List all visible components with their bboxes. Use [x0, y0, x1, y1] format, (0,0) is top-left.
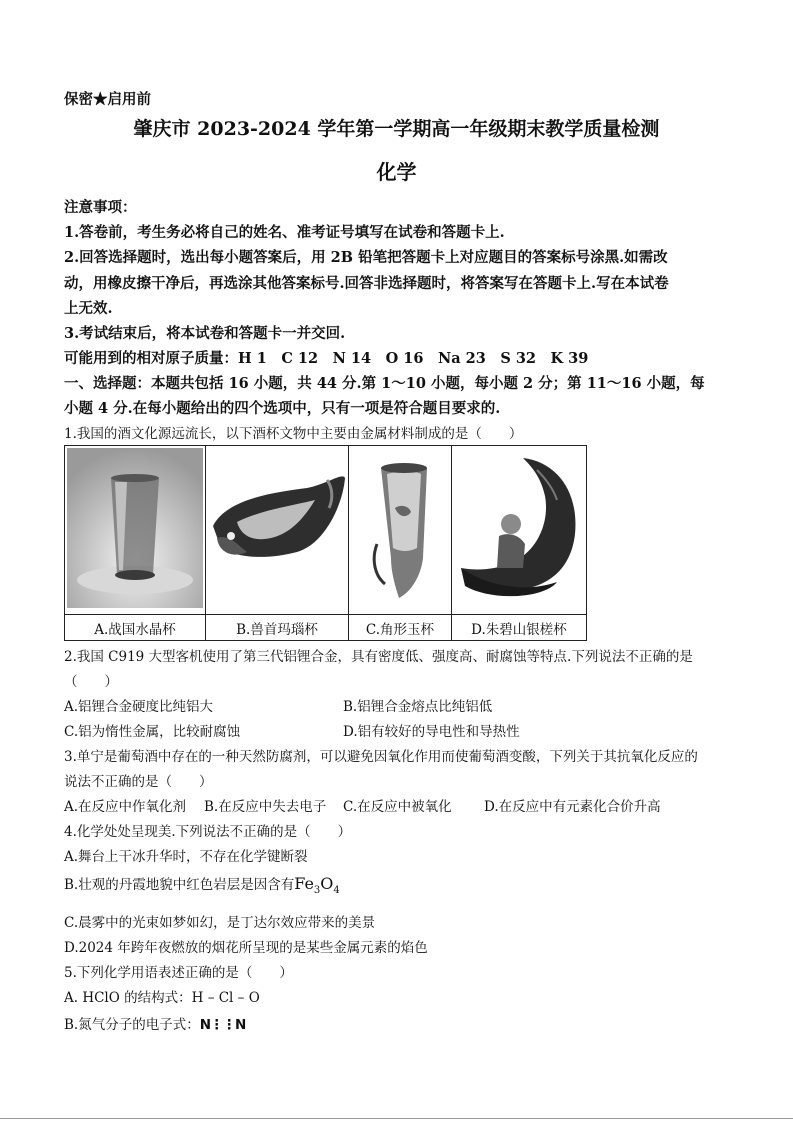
q2-option-a: A.铝锂合金硬度比纯铝大	[64, 699, 214, 715]
jade-cup-image	[349, 446, 452, 615]
q2-stem-line1: 2.我国 C919 大型客机使用了第三代铝锂合金，具有密度低、强度高、耐腐蚀等特点.下列说法不正确的是	[64, 649, 693, 665]
notes-heading: 注意事项：	[64, 199, 137, 216]
n2-electron-formula: N⋮⋮N	[199, 1017, 246, 1033]
q1-option-d: D.朱碧山银槎杯	[452, 615, 587, 641]
q3-option-c: C.在反应中被氧化	[343, 799, 452, 815]
note-item-1: 1.答卷前，考生务必将自己的姓名、准考证号填写在试卷和答题卡上.	[64, 224, 505, 241]
q5-option-a	[64, 986, 260, 1006]
q4-option-a: A.舞台上干冰升华时，不存在化学键断裂	[64, 849, 308, 865]
secret-label: 保密★启用前	[64, 91, 151, 108]
fe3o4-formula: $Fe_3O_4$	[294, 874, 340, 897]
q2-stem-line2: （ ）	[64, 674, 118, 690]
agate-cup-drawing	[207, 448, 347, 608]
q3-option-d: D.在反应中有元素化合价升高	[484, 799, 661, 815]
note-item-2-line1: 2.回答选择题时，选出每小题答案后，用 2B 铅笔把答题卡上对应题目的答案标号涂黑.如需改	[64, 249, 668, 266]
note-item-2-line2: 动，用橡皮擦干净后，再选涂其他答案标号.回答非选择题时，将答案写在答题卡上.写在本试卷	[64, 275, 669, 292]
q5-option-a-text: A. HClO 的结构式：	[64, 990, 192, 1006]
bottom-rule	[0, 1118, 793, 1119]
jade-cup-drawing	[351, 448, 449, 608]
q2-option-c: C.铝为惰性金属，比较耐腐蚀	[64, 724, 241, 740]
note-item-2-line3: 上无效.	[64, 300, 113, 317]
q1-option-b: B.兽首玛瑙杯	[206, 615, 349, 641]
subject-title: 化学	[376, 160, 417, 184]
section1-instructions-line1: 一、选择题：本题共包括 16 小题，共 44 分.第 1～10 小题，每小题 2 分；第 11～16 小题，每	[64, 375, 705, 392]
silver-raft-cup-drawing	[453, 448, 585, 608]
q4-stem: 4.化学处处呈现美.下列说法不正确的是（ ）	[64, 824, 352, 840]
q5-option-b-text: B.氮气分子的电子式：	[64, 1017, 200, 1033]
q4-option-d: D.2024 年跨年夜燃放的烟花所呈现的是某些金属元素的焰色	[64, 940, 428, 956]
hclo-structural-formula: H – Cl – O	[191, 990, 260, 1006]
atomic-masses: 可能用到的相对原子质量：H 1 C 12 N 14 O 16 Na 23 S 32 K 39	[64, 350, 589, 367]
q1-option-c: C.角形玉杯	[349, 615, 452, 641]
q2-option-b: B.铝锂合金熔点比纯铝低	[343, 699, 493, 715]
q3-option-a: A.在反应中作氧化剂	[64, 799, 187, 815]
section1-instructions-line2: 小题 4 分.在每小题给出的四个选项中，只有一项是符合题目要求的.	[64, 400, 501, 417]
q5-stem: 5.下列化学用语表述正确的是（ ）	[64, 965, 293, 981]
q1-stem: 1.我国的酒文化源远流长，以下酒杯文物中主要由金属材料制成的是（ ）	[64, 426, 523, 442]
q3-stem-line2: 说法不正确的是（ ）	[64, 774, 213, 790]
q1-option-a: A.战国水晶杯	[65, 615, 206, 641]
q3-stem-line1: 3.单宁是葡萄酒中存在的一种天然防腐剂，可以避免因氧化作用而使葡萄酒变酸，下列关于其抗氧化反应的	[64, 749, 698, 765]
q3-option-b: B.在反应中失去电子	[204, 799, 327, 815]
q2-option-d: D.铝有较好的导电性和导热性	[343, 724, 520, 740]
crystal-cup-image	[65, 446, 206, 615]
agate-cup-image	[206, 446, 349, 615]
exam-title: 肇庆市 2023-2024 学年第一学期高一年级期末教学质量检测	[133, 118, 660, 140]
silver-raft-cup-image	[452, 446, 587, 615]
q4-option-b-text: B.壮观的丹霞地貌中红色岩层是因含有	[64, 877, 295, 893]
q4-option-b	[64, 873, 340, 896]
q5-option-b	[64, 1013, 245, 1033]
note-item-3: 3.考试结束后，将本试卷和答题卡一并交回.	[64, 325, 346, 342]
crystal-cup-drawing	[67, 448, 203, 608]
q1-image-table	[64, 445, 587, 641]
q4-option-c: C.晨雾中的光束如梦如幻，是丁达尔效应带来的美景	[64, 915, 376, 931]
